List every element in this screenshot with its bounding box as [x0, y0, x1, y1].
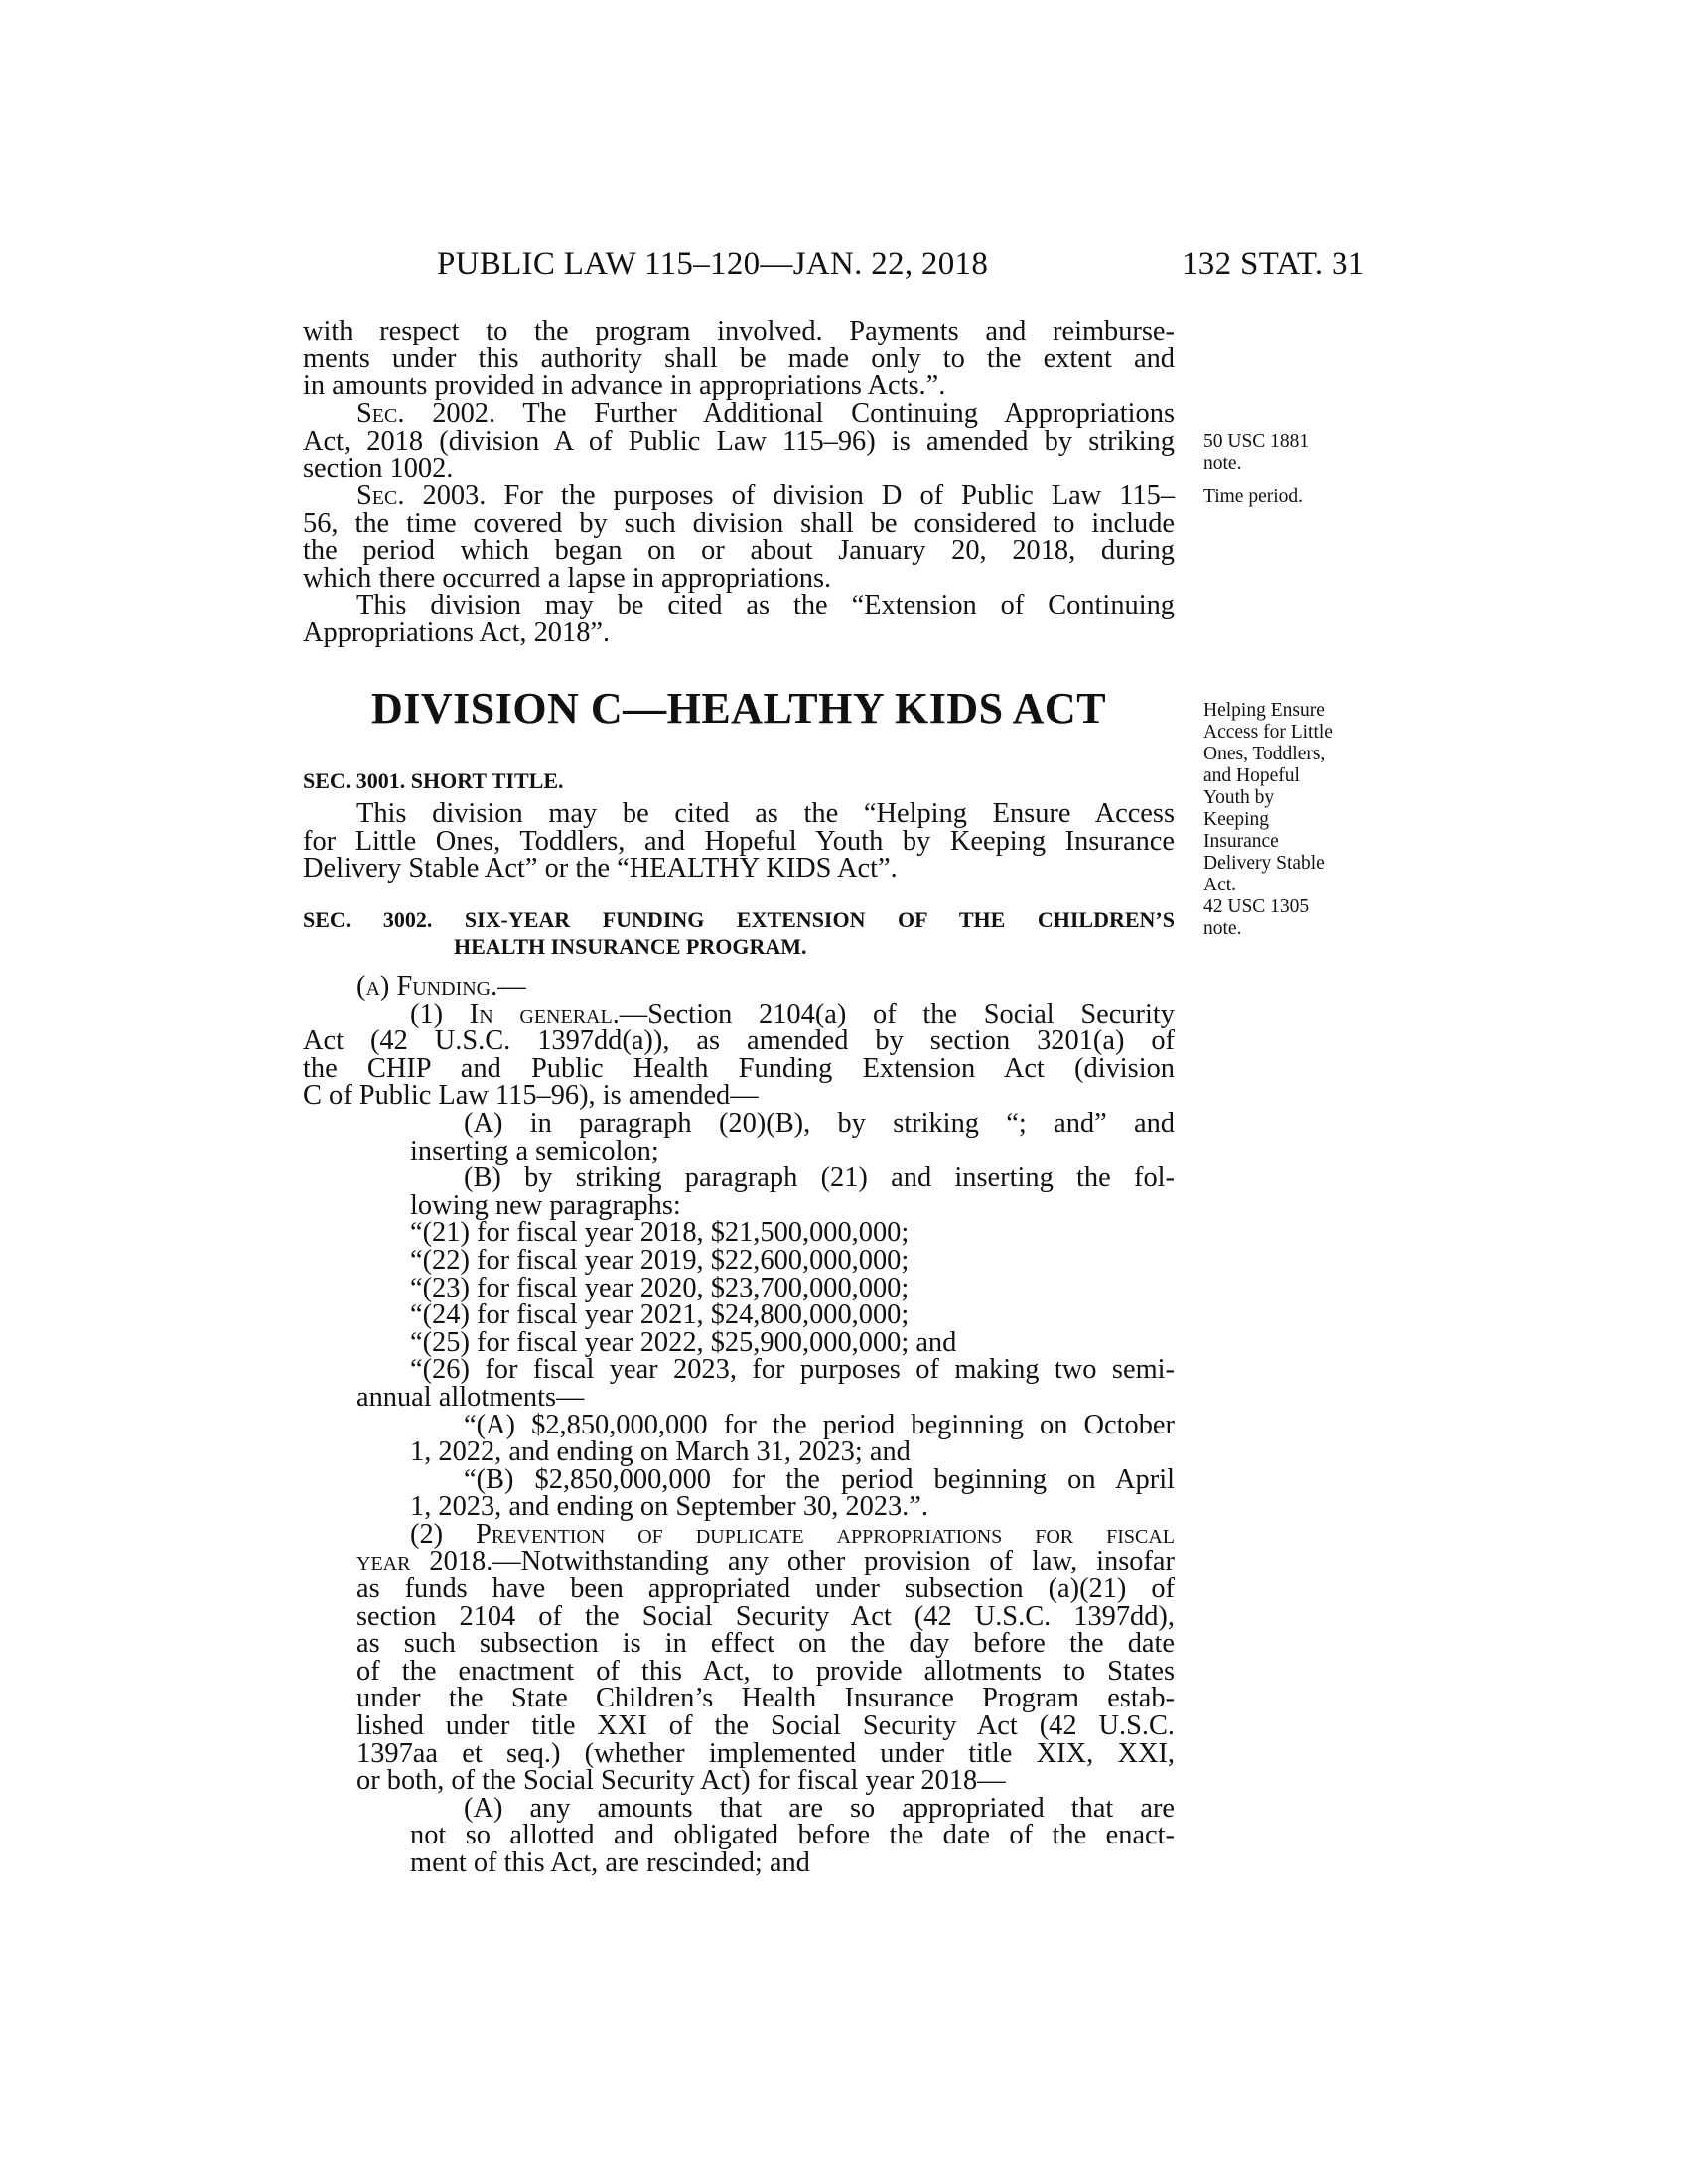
text-line: Act, 2018 (division A of Public Law 115–96) is amended by striking — [303, 425, 1175, 457]
text-line: inserting a semicolon; — [410, 1135, 659, 1166]
text-line: lowing new paragraphs: — [410, 1189, 681, 1221]
text-line: which there occurred a lapse in appropriations. — [303, 562, 832, 594]
division-title: DIVISION C—HEALTHY KIDS ACT — [370, 684, 1107, 733]
heading-line: SEC. 3002. SIX-YEAR FUNDING EXTENSION OF THE CHILDREN’S — [303, 907, 1175, 932]
text-line: This division may be cited as the “Extension of Continuing — [356, 590, 1175, 620]
text-line — [303, 400, 1175, 428]
text-line — [303, 998, 1175, 1029]
text-line: not so allotted and obligated before the date of the enact- — [410, 1820, 1175, 1851]
margin-note-line: note. — [1203, 918, 1242, 939]
section-3001-heading: SEC. 3001. SHORT TITLE. — [303, 768, 564, 793]
margin-note-line: note. — [1203, 453, 1242, 474]
text-line: Act (42 U.S.C. 1397dd(a)), as amended by section 3201(a) of — [303, 1025, 1175, 1057]
text-line: “(B) $2,850,000,000 for the period beginning on April — [464, 1463, 1175, 1495]
margin-note-line: Helping Ensure — [1203, 700, 1325, 721]
text-line: 1, 2023, and ending on September 30, 2023.”. — [410, 1491, 928, 1523]
margin-note-line: Insurance — [1203, 831, 1279, 852]
section-label: Sec. 2002. — [356, 398, 496, 429]
continuation-paragraph — [303, 318, 1175, 400]
section-2003 — [303, 482, 1175, 592]
text-line: in amounts provided in advance in appropriations Acts.”. — [303, 370, 946, 402]
margin-note-short-title — [1203, 700, 1352, 896]
text-line: with respect to the program involved. Payments and reimburse- — [303, 316, 1175, 346]
margin-note-line: Act. — [1203, 875, 1237, 895]
text-line: Delivery Stable Act” or the “HEALTHY KIDS Act”. — [303, 853, 898, 885]
text-line — [303, 1548, 1175, 1575]
margin-note-line: and Hopeful — [1203, 765, 1300, 786]
text-line: annual allotments— — [356, 1381, 585, 1413]
text-line: the CHIP and Public Health Funding Extension Act (division — [303, 1052, 1175, 1084]
text-line: section 2104 of the Social Security Act (42 U.S.C. 1397dd), — [356, 1600, 1175, 1632]
paragraph-text: —Section 2104(a) of the Social Security — [619, 998, 1175, 1029]
margin-note-line: Access for Little — [1203, 722, 1333, 743]
text-line: as funds have been appropriated under subsection (a)(21) of — [356, 1573, 1175, 1605]
text-line: 1, 2022, and ending on March 31, 2023; and — [410, 1436, 911, 1468]
text-line: section 1002. — [303, 453, 454, 484]
paragraph-item: “(23) for fiscal year 2020, $23,700,000,000; — [410, 1272, 910, 1303]
section-3002-heading — [303, 906, 1175, 960]
margin-note-line: Time period. — [1203, 486, 1304, 507]
text-line: Appropriations Act, 2018”. — [303, 616, 611, 648]
page-citation: 132 STAT. 31 — [1182, 246, 1365, 282]
text-line: C of Public Law 115–96), is amended— — [303, 1080, 759, 1112]
margin-note-line: Youth by — [1203, 787, 1275, 808]
margin-note-usc-1881 — [1203, 431, 1352, 475]
text-line: for Little Ones, Toddlers, and Hopeful Youth by Keeping Insurance — [303, 825, 1175, 857]
section-2002 — [303, 400, 1175, 482]
text-line: as such subsection is in effect on the day before the date — [356, 1628, 1175, 1660]
section-text: The Further Additional Continuing Appropriations — [495, 398, 1175, 429]
text-line: (B) by striking paragraph (21) and inserting the fol- — [464, 1162, 1175, 1194]
paragraph-item: “(25) for fiscal year 2022, $25,900,000,000; and — [410, 1326, 957, 1358]
text-line: ment of this Act, are rescinded; and — [410, 1847, 810, 1878]
running-header: PUBLIC LAW 115–120—JAN. 22, 2018 — [437, 246, 989, 282]
text-line: (A) any amounts that are so appropriated that are — [464, 1792, 1175, 1824]
paragraph-item: “(22) for fiscal year 2019, $22,600,000,000; — [410, 1244, 910, 1276]
paragraph-item: “(21) for fiscal year 2018, $21,500,000,000; — [410, 1217, 910, 1249]
paragraph-text: —Notwithstanding any other provision of law, insofar — [492, 1546, 1175, 1577]
text-line: under the State Children’s Health Insurance Program estab- — [356, 1683, 1175, 1714]
margin-note-time-period — [1203, 486, 1352, 508]
text-line: This division may be cited as the “Helping Ensure Access — [356, 798, 1175, 829]
margin-note-line: 50 USC 1881 — [1203, 431, 1310, 452]
margin-note-line: Ones, Toddlers, — [1203, 744, 1326, 764]
section-3001-text — [303, 800, 1175, 883]
margin-note-line: 42 USC 1305 — [1203, 896, 1310, 917]
section-label: Sec. 2003. — [356, 480, 487, 511]
paragraph-label: (2) Prevention of duplicate appropriations for fiscal — [410, 1518, 1175, 1550]
subsection-a — [303, 973, 1175, 1877]
text-line: “(26) for fiscal year 2023, for purposes of making two semi- — [410, 1354, 1175, 1386]
subsection-a-label: (a) Funding.— — [356, 971, 526, 1002]
heading-line: HEALTH INSURANCE PROGRAM. — [454, 934, 807, 959]
text-line: or both, of the Social Security Act) for fiscal year 2018— — [356, 1765, 1006, 1797]
paragraph-label: year 2018. — [356, 1546, 493, 1577]
margin-note-line: Delivery Stable — [1203, 853, 1325, 874]
text-line: 1397aa et seq.) (whether implemented under title XIX, XXI, — [356, 1737, 1175, 1769]
text-line — [303, 482, 1175, 510]
text-line: lished under title XXI of the Social Security Act (42 U.S.C. — [356, 1710, 1175, 1742]
text-line: of the enactment of this Act, to provide allotments to States — [356, 1655, 1175, 1687]
text-line: ments under this authority shall be made only to the extent and — [303, 342, 1175, 374]
text-line: (A) in paragraph (20)(B), by striking “; and” and — [464, 1107, 1175, 1139]
paragraph-item: “(24) for fiscal year 2021, $24,800,000,000; — [410, 1299, 910, 1331]
margin-note-line: Keeping — [1203, 809, 1270, 830]
paragraph-label: (1) In general. — [410, 998, 620, 1029]
text-line: “(A) $2,850,000,000 for the period beginning on October — [464, 1409, 1175, 1440]
section-text: For the purposes of division D of Public Law 115– — [486, 480, 1176, 511]
text-line: 56, the time covered by such division shall be considered to include — [303, 507, 1175, 539]
margin-note-usc-1305 — [1203, 896, 1352, 940]
citation-paragraph — [303, 592, 1175, 646]
text-line: the period which began on or about January 20, 2018, during — [303, 535, 1175, 567]
